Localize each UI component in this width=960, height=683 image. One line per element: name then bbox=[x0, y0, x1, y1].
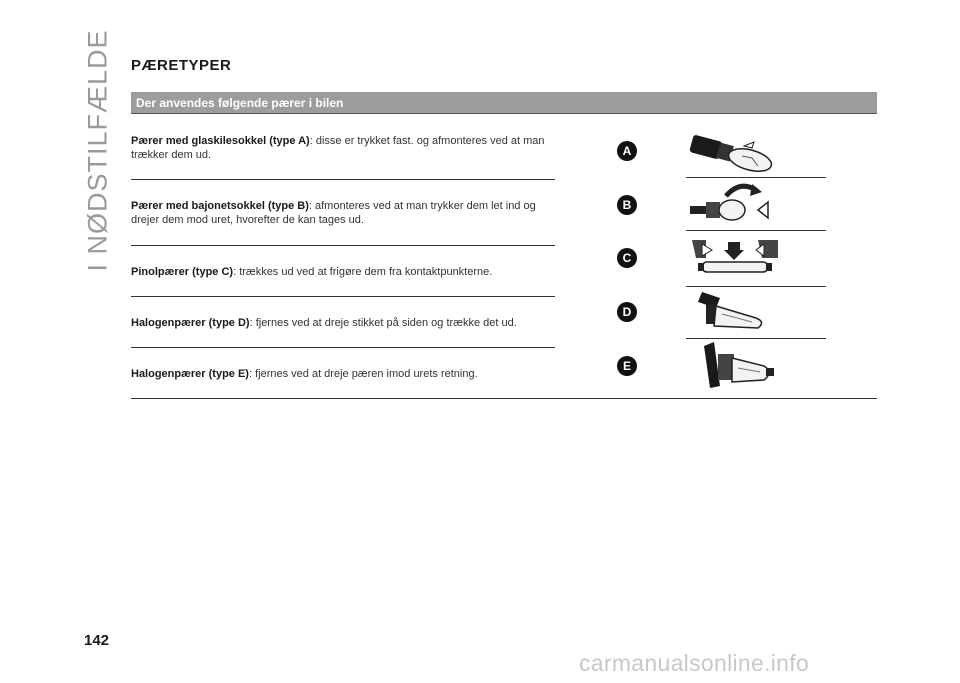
bulb-entry-a-title: Pærer med glaskilesokkel (type A) bbox=[131, 135, 310, 147]
chapter-side-title-text: I NØDSTILFÆLDE bbox=[82, 28, 113, 272]
divider bbox=[686, 286, 826, 287]
bulb-entry-e-title: Halogenpærer (type E) bbox=[131, 368, 249, 380]
halogen-bulb-d-image bbox=[694, 288, 774, 336]
page-title: PÆRETYPER bbox=[131, 57, 232, 74]
bulb-entry-b-text: : afmonteres ved at man trykker dem let ind og drejer dem mod uret, hvorefter de kan tages ud. bbox=[131, 200, 536, 226]
bulb-entry-b-title: Pærer med bajonetsokkel (type B) bbox=[131, 200, 309, 212]
divider bbox=[686, 177, 826, 178]
chapter-side-title bbox=[82, 28, 113, 272]
divider bbox=[686, 338, 826, 339]
bulb-entry-b bbox=[131, 199, 555, 227]
divider bbox=[131, 179, 555, 180]
bulb-entry-e bbox=[131, 367, 555, 381]
section-header: Der anvendes følgende pærer i bilen bbox=[131, 92, 877, 114]
bayonet-bulb-image bbox=[688, 180, 774, 224]
festoon-bulb-image bbox=[688, 236, 784, 282]
table-bottom-rule bbox=[131, 398, 877, 399]
halogen-bulb-e-image bbox=[700, 340, 780, 392]
bulb-entry-a-text: : disse er trykket fast. og afmonteres ved at man trækker dem ud. bbox=[131, 135, 545, 161]
bulb-entry-c bbox=[131, 265, 555, 279]
badge-c: C bbox=[617, 248, 637, 268]
bulb-entry-c-title: Pinolpærer (type C) bbox=[131, 266, 234, 278]
bulb-entry-e-text: : fjernes ved at dreje pæren imod urets retning. bbox=[248, 368, 478, 380]
divider bbox=[686, 230, 826, 231]
divider bbox=[131, 347, 555, 348]
badge-d: D bbox=[617, 302, 637, 322]
page-number: 142 bbox=[84, 632, 110, 649]
badge-e: E bbox=[617, 356, 637, 376]
bulb-entry-d-text: : fjernes ved at dreje stikket på siden og trække det ud. bbox=[249, 317, 517, 329]
bulb-entry-c-text: : trækkes ud ved at frigøre dem fra kontaktpunkterne. bbox=[233, 266, 493, 278]
bulb-entry-d bbox=[131, 316, 555, 330]
bulb-entry-d-title: Halogenpærer (type D) bbox=[131, 317, 250, 329]
wedge-bulb-image bbox=[688, 130, 778, 174]
divider bbox=[131, 296, 555, 297]
badge-b: B bbox=[617, 195, 637, 215]
bulb-entry-a bbox=[131, 134, 555, 162]
badge-a: A bbox=[617, 141, 637, 161]
divider bbox=[131, 245, 555, 246]
watermark: carmanualsonline.info bbox=[579, 650, 810, 676]
